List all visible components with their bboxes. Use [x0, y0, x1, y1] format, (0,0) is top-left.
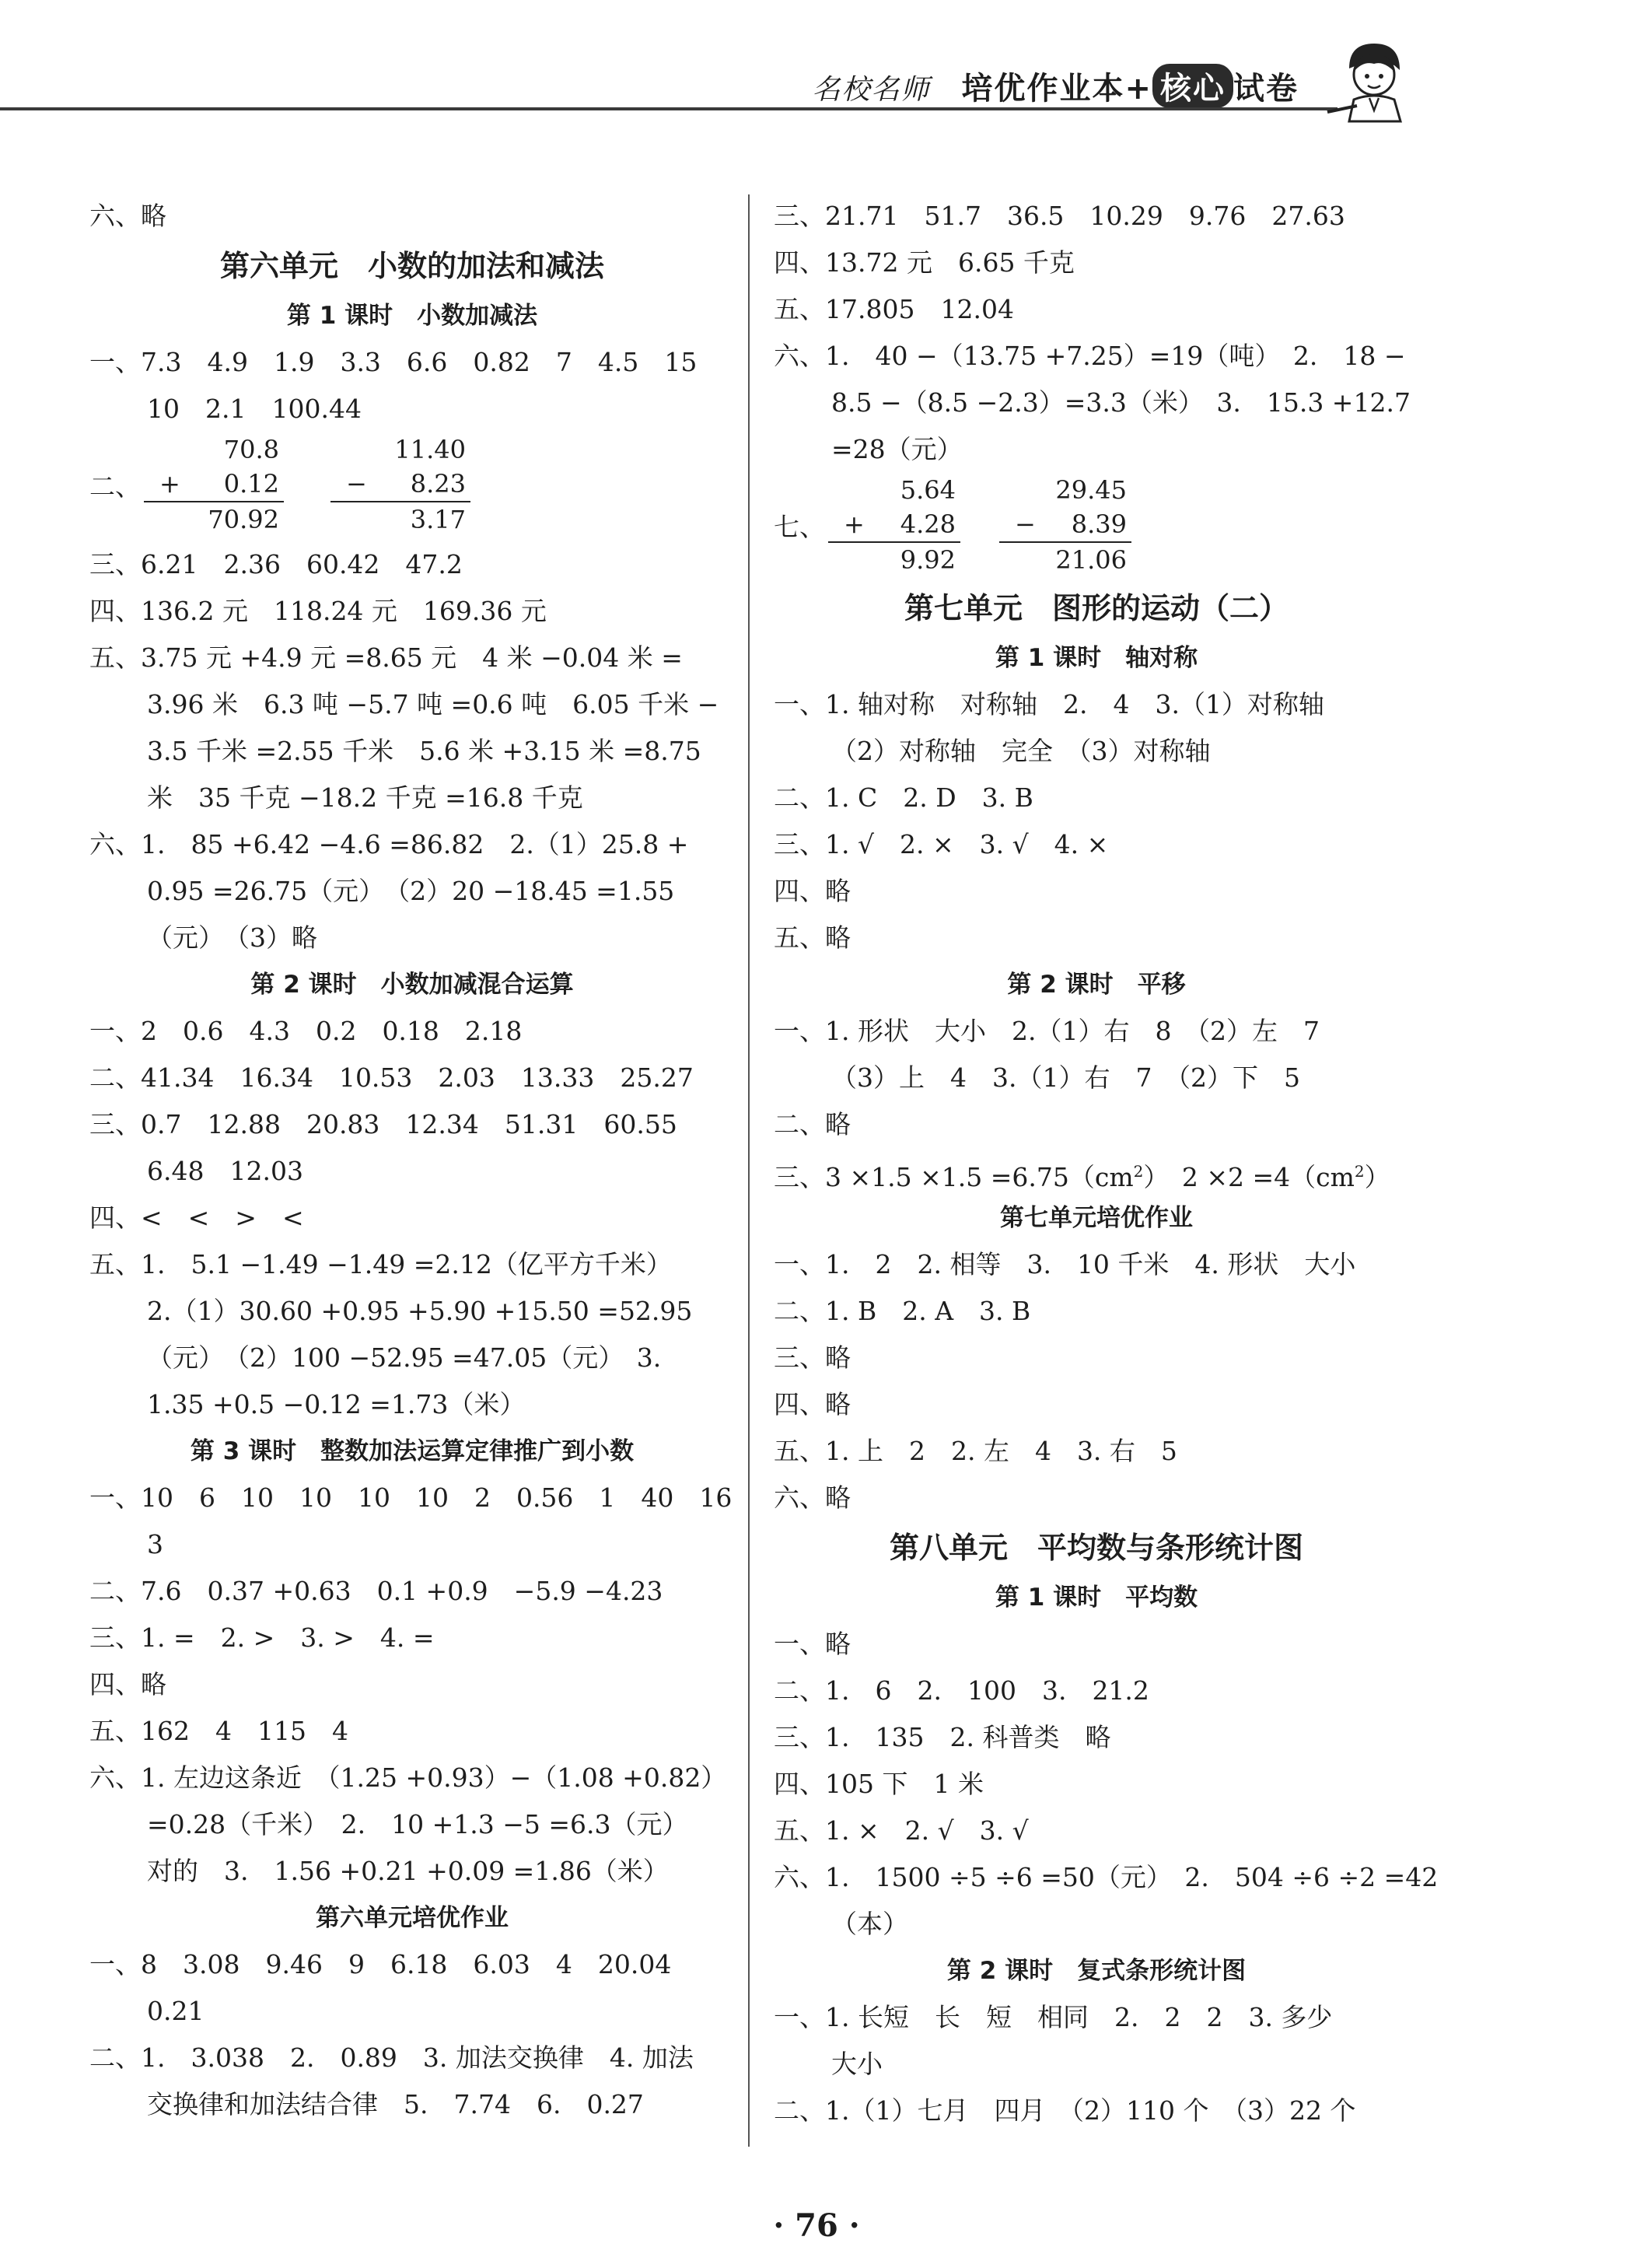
unit-title: 第七单元 图形的运动（二）: [904, 591, 1289, 625]
answer-line: 五、3.75 元 +4.9 元 =8.65 元 4 米 −0.04 米 =: [89, 642, 683, 673]
answer-line: 二、1. C 2. D 3. B: [774, 782, 1033, 813]
answer-line: 五、17.805 12.04: [774, 294, 1014, 324]
answer-line: 三、1. = 2. > 3. > 4. =: [89, 1622, 435, 1653]
superscript: 2: [1133, 1162, 1144, 1181]
answer-line: （元） （2）100 −52.95 =47.05（元） 3.: [147, 1342, 662, 1373]
plus-sign: +: [844, 509, 865, 539]
title-highlight: 核心: [1152, 64, 1233, 108]
answer-line: [774, 1148, 1419, 1195]
answer-line: 6.48 12.03: [147, 1156, 303, 1186]
answer-line: 三、21.71 51.7 36.5 10.29 9.76 27.63: [774, 201, 1345, 231]
answer-line: 五、1. 5.1 −1.49 −1.49 =2.12（亿平方千米）: [89, 1249, 672, 1279]
plus-sign: +: [159, 469, 180, 499]
lesson-title: 第 3 课时 整数加法运算定律推广到小数: [190, 1437, 635, 1465]
unit-title: 第六单元 小数的加法和减法: [219, 249, 604, 283]
answer-line: 二、略: [774, 1109, 851, 1139]
answer-line: 二、41.34 16.34 10.53 2.03 13.33 25.27: [89, 1062, 694, 1093]
answer-text: ） 2 ×2 =4（cm: [1143, 1162, 1355, 1192]
calc-result: 21.06: [1055, 545, 1127, 575]
answer-line: 2.（1）30.60 +0.95 +5.90 +15.50 =52.95: [147, 1296, 693, 1326]
answer-line: 六、1. 85 +6.42 −4.6 =86.82 2.（1）25.8 +: [89, 829, 689, 859]
answer-line: 三、1. √ 2. × 3. √ 4. ×: [774, 829, 1109, 859]
answer-line: 二、1. 6 2. 100 3. 21.2: [774, 1675, 1149, 1706]
answer-line: 四、105 下 1 米: [774, 1769, 984, 1799]
answer-line: 五、1. × 2. √ 3. √: [774, 1815, 1029, 1846]
answer-line: 六、1. 1500 ÷5 ÷6 =50（元） 2. 504 ÷6 ÷2 =42: [774, 1862, 1439, 1892]
answer-line: 10 2.1 100.44: [147, 394, 362, 424]
question-index: 二、: [89, 471, 141, 502]
right-column: [774, 193, 1439, 2134]
question-index: 七、: [774, 512, 825, 542]
lesson-title: 第 1 课时 轴对称: [995, 644, 1198, 672]
answer-line: 四、< < > <: [89, 1202, 304, 1233]
answer-line: 四、13.72 元 6.65 千克: [774, 247, 1075, 278]
lesson-title: 第 2 课时 小数加减混合运算: [250, 971, 574, 999]
answer-line: 六、略: [774, 1482, 851, 1513]
answer-line: 交换律和加法结合律 5. 7.74 6. 0.27: [147, 2089, 644, 2119]
unit-title: 第八单元 平均数与条形统计图: [889, 1531, 1303, 1565]
answer-line: 3: [147, 1529, 163, 1559]
answer-line: 一、1. 2 2. 相等 3. 10 千米 4. 形状 大小: [774, 1249, 1356, 1279]
vertical-addition: [828, 473, 960, 577]
minus-sign: −: [1015, 509, 1036, 539]
answer-line: （3）上 4 3.（1）右 7 （2）下 5: [831, 1062, 1300, 1093]
answer-line: 对的 3. 1.56 +0.21 +0.09 =1.86（米）: [147, 1856, 669, 1886]
calc-result: 9.92: [900, 545, 956, 575]
answer-line: 二、7.6 0.37 +0.63 0.1 +0.9 −5.9 −4.23: [89, 1576, 663, 1606]
calc-operand: 70.8: [223, 435, 279, 464]
calc-result: 3.17: [410, 505, 466, 534]
answer-line: 一、略: [774, 1629, 851, 1659]
answer-text: ）: [1364, 1162, 1390, 1192]
calc-operand: 29.45: [1055, 475, 1127, 505]
answer-text: 三、3 ×1.5 ×1.5 =6.75（cm: [774, 1162, 1134, 1192]
answer-line: =28（元）: [831, 434, 963, 464]
minus-sign: −: [346, 469, 367, 499]
book-title: [812, 64, 1299, 108]
lesson-title: 第 1 课时 小数加减法: [286, 302, 538, 330]
lesson-title: 第六单元培优作业: [316, 1904, 509, 1932]
answer-line: 一、1. 形状 大小 2.（1）右 8 （2）左 7: [774, 1016, 1320, 1046]
answer-line: 一、10 6 10 10 10 10 2 0.56 1 40 16: [89, 1482, 733, 1513]
vertical-subtraction: [330, 432, 470, 537]
left-column: [89, 193, 735, 2128]
answer-line: 五、1. 上 2 2. 左 4 3. 右 5: [774, 1436, 1177, 1466]
answer-line: 一、7.3 4.9 1.9 3.3 6.6 0.82 7 4.5 15: [89, 347, 698, 377]
vertical-addition: [144, 432, 284, 537]
answer-line: 一、1. 轴对称 对称轴 2. 4 3.（1）对称轴: [774, 689, 1324, 719]
calc-operand: 11.40: [394, 435, 466, 464]
column-divider: [748, 194, 750, 2147]
title-suffix: 试卷: [1233, 71, 1299, 107]
answer-line: 米 35 千克 −18.2 千克 =16.8 千克: [147, 782, 583, 813]
answer-line: 四、略: [774, 1389, 851, 1419]
series-name: 名校名师: [812, 74, 931, 106]
answer-line: 六、略: [89, 201, 166, 231]
answer-line: （2）对称轴 完全 （3）对称轴: [831, 736, 1211, 766]
calc-result: 70.92: [208, 505, 279, 534]
vertical-calc-row: [89, 432, 735, 541]
answer-line: 三、6.21 2.36 60.42 47.2: [89, 549, 463, 579]
answer-line: 五、162 4 115 4: [89, 1716, 348, 1746]
answer-line: 三、略: [774, 1342, 851, 1373]
answer-line: 四、略: [774, 876, 851, 906]
answer-line: =0.28（千米） 2. 10 +1.3 −5 =6.3（元）: [147, 1809, 688, 1839]
answer-line: 三、1. 135 2. 科普类 略: [774, 1722, 1111, 1752]
calc-operand: 0.12: [223, 469, 279, 499]
answer-line: 0.21: [147, 1996, 205, 2026]
answer-line: 二、1. B 2. A 3. B: [774, 1296, 1031, 1326]
answer-line: 一、2 0.6 4.3 0.2 0.18 2.18: [89, 1016, 523, 1046]
calc-operand: 8.23: [410, 469, 466, 499]
calc-operand: 4.28: [900, 509, 956, 539]
answer-line: 三、0.7 12.88 20.83 12.34 51.31 60.55: [89, 1109, 677, 1139]
answer-line: 一、1. 长短 长 短 相同 2. 2 2 3. 多少: [774, 2002, 1333, 2032]
vertical-calc-row: [774, 473, 1419, 582]
answer-line: 二、1. 3.038 2. 0.89 3. 加法交换律 4. 加法: [89, 2042, 694, 2073]
answer-line: 3.96 米 6.3 吨 −5.7 吨 =0.6 吨 6.05 千米 −: [147, 689, 719, 719]
answer-line: 二、1.（1）七月 四月 （2）110 个 （3）22 个: [774, 2095, 1356, 2126]
lesson-title: 第七单元培优作业: [1000, 1204, 1193, 1232]
answer-line: 四、略: [89, 1669, 166, 1699]
answer-line: 四、136.2 元 118.24 元 169.36 元: [89, 596, 547, 626]
answer-line: 8.5 −（8.5 −2.3）=3.3（米） 3. 15.3 +12.7: [831, 387, 1411, 418]
lesson-title: 第 2 课时 平移: [1007, 971, 1186, 999]
page-header: [0, 0, 1633, 128]
calc-operand: 5.64: [900, 475, 956, 505]
lesson-title: 第 2 课时 复式条形统计图: [946, 1957, 1247, 1985]
answer-line: 五、略: [774, 922, 851, 953]
answer-line: 大小: [831, 2049, 883, 2079]
teacher-mascot-icon: [1326, 37, 1419, 123]
answer-line: （元） （3）略: [147, 922, 317, 953]
header-rule: [0, 107, 1338, 110]
answer-line: 3.5 千米 =2.55 千米 5.6 米 +3.15 米 =8.75: [147, 736, 701, 766]
lesson-title: 第 1 课时 平均数: [995, 1584, 1198, 1612]
answer-line: 六、1. 左边这条近 （1.25 +0.93）−（1.08 +0.82）: [89, 1762, 727, 1793]
title-prefix: 培优作业本+: [961, 71, 1152, 107]
answer-line: 一、8 3.08 9.46 9 6.18 6.03 4 20.04: [89, 1949, 672, 1979]
answer-line: 六、1. 40 −（13.75 +7.25）=19（吨） 2. 18 −: [774, 341, 1406, 371]
answer-line: 1.35 +0.5 −0.12 =1.73（米）: [147, 1389, 526, 1419]
vertical-subtraction: [999, 473, 1131, 577]
answer-line: （本）: [831, 1909, 908, 1939]
superscript: 2: [1354, 1162, 1365, 1181]
answer-line: 0.95 =26.75（元） （2）20 −18.45 =1.55: [147, 876, 675, 906]
calc-operand: 8.39: [1071, 509, 1127, 539]
page-number: · 76 ·: [773, 2207, 860, 2244]
